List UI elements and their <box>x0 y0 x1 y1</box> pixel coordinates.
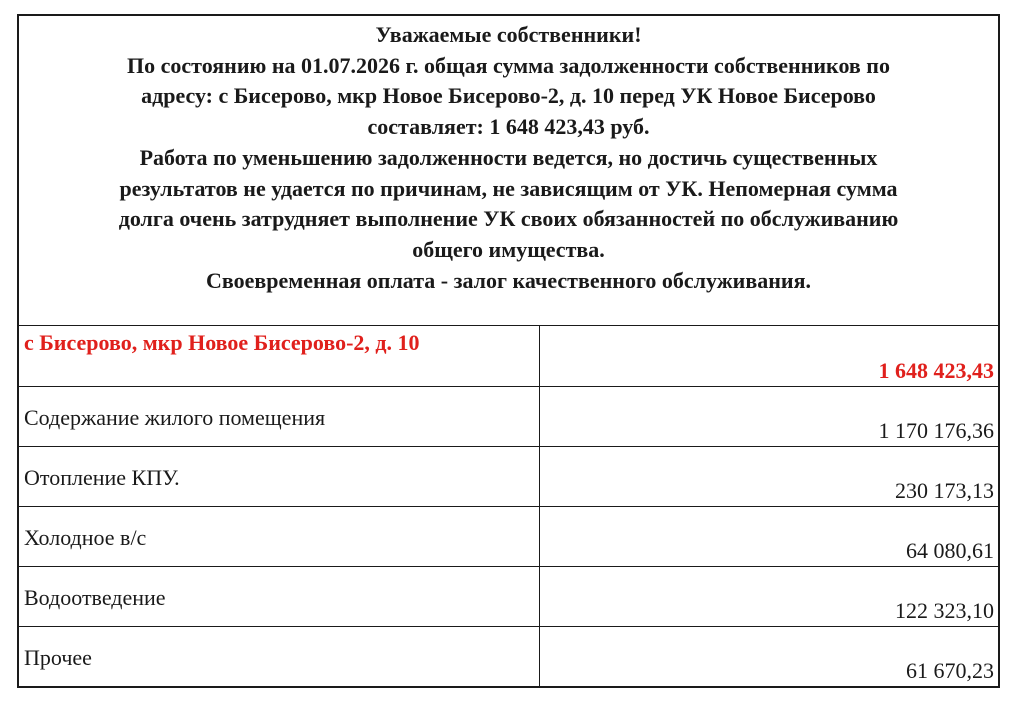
notice-slogan: Своевременная оплата - залог качественного обслуживания. <box>206 267 811 293</box>
notice-text-line: Работа по уменьшению задолженности ведется, но достичь существенных <box>139 144 878 170</box>
row-value: 64 080,61 <box>539 506 998 566</box>
table-row <box>19 566 998 626</box>
address-label: с Бисерово, мкр Новое Бисерово-2, д. 10 <box>19 326 539 386</box>
notice-text-line: долга очень затрудняет выполнение УК своих обязанностей по обслуживанию <box>118 206 899 232</box>
row-label: Содержание жилого помещения <box>19 386 539 446</box>
row-value: 230 173,13 <box>539 446 998 506</box>
table-row <box>19 626 998 686</box>
table-row <box>19 446 998 506</box>
debt-notice-sheet <box>17 14 1000 688</box>
debt-table <box>19 326 998 686</box>
notice-text-line: По состоянию на 01.07.2026 г. общая сумма задолженности собственников по <box>127 52 890 78</box>
row-value: 122 323,10 <box>539 566 998 626</box>
row-label: Отопление КПУ. <box>19 446 539 506</box>
notice-text-line: адресу: с Бисерово, мкр Новое Бисерово-2, д. 10 перед УК Новое Бисерово <box>141 83 876 109</box>
table-row-total <box>19 326 998 386</box>
notice-header <box>19 16 998 326</box>
row-value: 61 670,23 <box>539 626 998 686</box>
notice-text-line: результатов не удается по причинам, не зависящим от УК. Непомерная сумма <box>119 175 898 201</box>
notice-text-line: общего имущества. <box>412 236 605 262</box>
row-value: 1 170 176,36 <box>539 386 998 446</box>
row-label: Холодное в/с <box>19 506 539 566</box>
row-label: Водоотведение <box>19 566 539 626</box>
notice-text-line: составляет: 1 648 423,43 руб. <box>367 114 650 140</box>
row-label: Прочее <box>19 626 539 686</box>
total-debt-value: 1 648 423,43 <box>878 357 994 383</box>
notice-greeting: Уважаемые собственники! <box>375 22 642 47</box>
table-row <box>19 506 998 566</box>
table-row <box>19 386 998 446</box>
